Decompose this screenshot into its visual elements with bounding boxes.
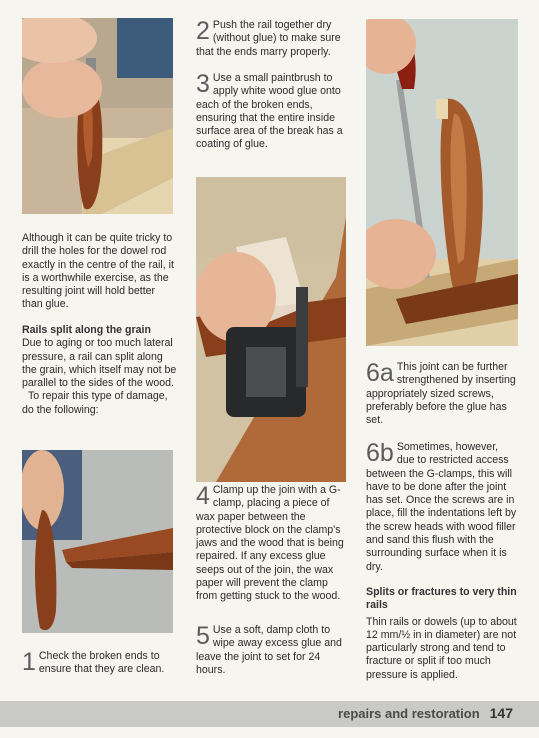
- rails-split-body: Due to aging or too much lateral pressure, a rail can split along the grain, which itself may not be parallel to the sides of the wood.: [22, 337, 177, 390]
- step-number: 6b: [366, 439, 394, 467]
- step-number: 3: [196, 70, 210, 98]
- step-number: 1: [22, 648, 36, 676]
- splits-body: Thin rails or dowels (up to about 12 mm/½ in in diameter) are not particularly strong and tend to fracture or split if too much pressure is applied.: [366, 615, 517, 681]
- photo-drilling-dowel-hole: [22, 18, 173, 214]
- step-text: Use a small paintbrush to apply white wood glue onto each of the broken ends, ensuring that the entire inside surface area of the break has a coating of glue.: [196, 72, 343, 151]
- step-text: Use a soft, damp cloth to wipe away excess glue and leave the joint to set for 24 hours.: [196, 624, 342, 676]
- step-6a: [366, 361, 518, 427]
- photo-screwdriver-rail: [366, 19, 518, 346]
- step-number: 4: [196, 482, 210, 510]
- rails-split-section: [22, 324, 177, 417]
- step-5: [196, 624, 346, 677]
- footer-section-title: repairs and restoration: [338, 706, 480, 721]
- rails-split-heading: Rails split along the grain: [22, 324, 151, 336]
- intro-text: Although it can be quite tricky to drill the holes for the dowel rod exactly in the centre of the rail, it is a worthwhile exercise, as the resulting joint will hold better than glue.: [22, 232, 174, 311]
- step-text: Check the broken ends to ensure that they are clean.: [38, 650, 165, 676]
- footer-text: [338, 705, 513, 721]
- photo-split-rail: [22, 450, 173, 633]
- page-footer: [0, 701, 539, 727]
- step-2: [196, 19, 346, 59]
- step-number: 2: [196, 17, 210, 45]
- splits-heading: Splits or fractures to very thin rails: [366, 586, 517, 612]
- step-text: Push the rail together dry (without glue) to make sure that the ends marry properly.: [196, 19, 341, 58]
- step-text: Clamp up the join with a G-clamp, placing a piece of wax paper between the protective block on the clamp's jaws and the wood that is being repaired. If any excess glue seeps out of the join, the wax paper will prevent the clamp from getting stuck to the wood.: [196, 484, 344, 603]
- page-number: 147: [489, 705, 513, 721]
- step-3: [196, 72, 346, 152]
- step-text: This joint can be further strengthened by inserting appropriately sized screws, preferably before the glue has set.: [366, 361, 516, 427]
- step-6b: [366, 441, 518, 574]
- step-number: 5: [196, 622, 210, 650]
- step-1: [22, 650, 172, 677]
- step-4: [196, 484, 346, 604]
- rails-split-body-2: To repair this type of damage, do the following:: [22, 390, 168, 416]
- splits-section: [366, 586, 518, 682]
- intro-paragraph: [22, 232, 177, 312]
- step-text: Sometimes, however, due to restricted access between the G-clamps, this will have to be done after the joint has set. Once the screws are in place, fill the indentations left by the screw heads with wood filler and sand this flush with the surrounding surface when it is dry.: [366, 441, 517, 573]
- step-number: 6a: [366, 359, 394, 387]
- photo-g-clamp-wax-paper: [196, 177, 346, 482]
